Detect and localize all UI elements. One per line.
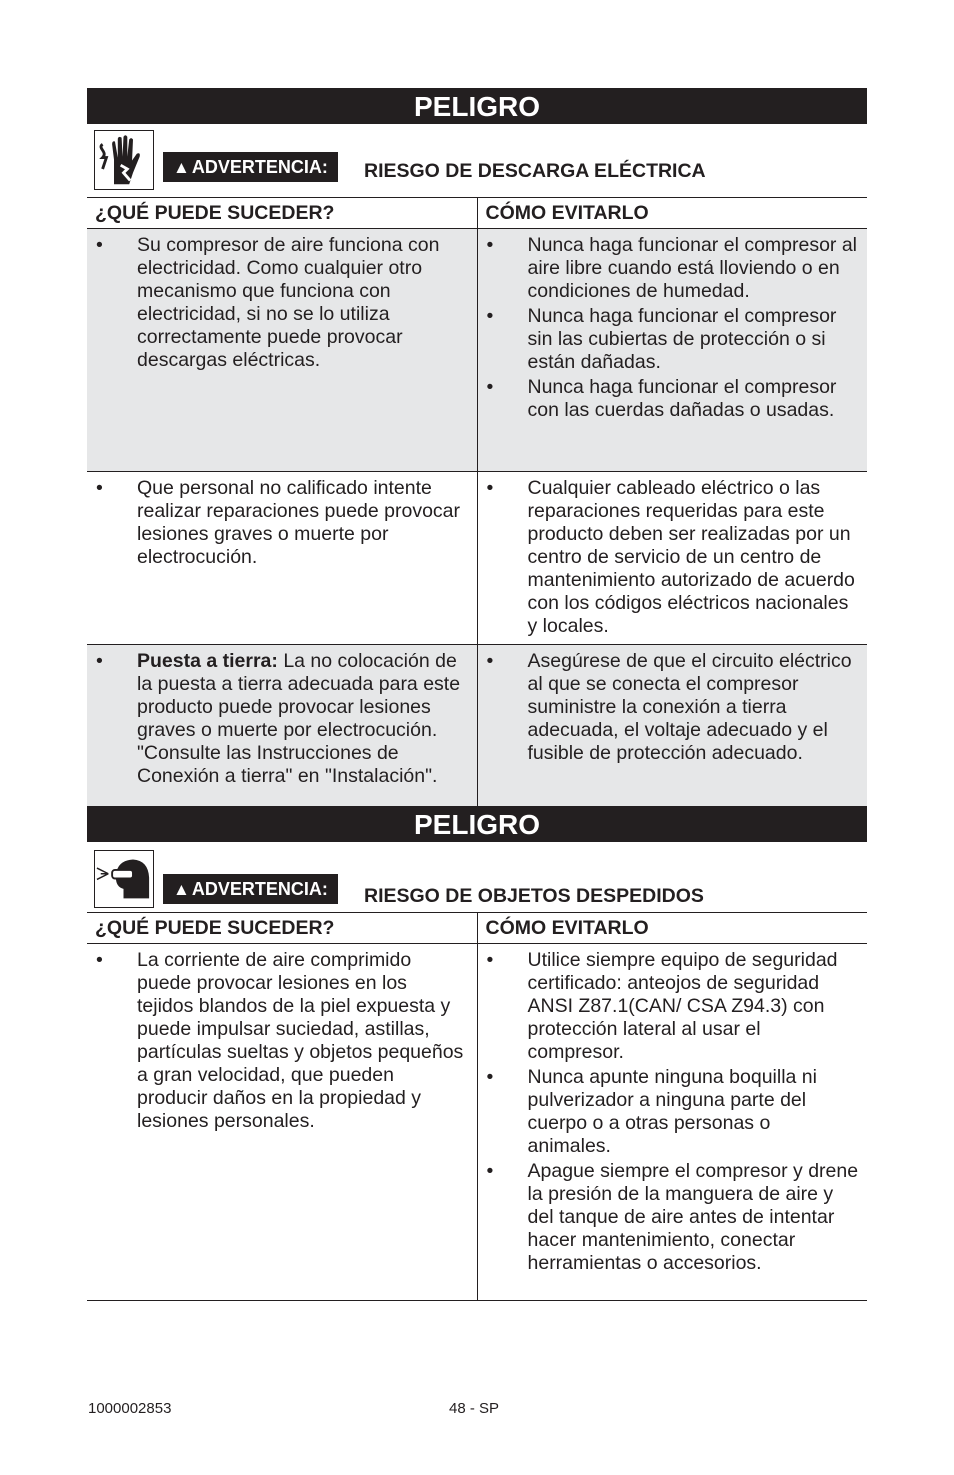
list-item <box>486 650 860 765</box>
list-item-text: Nunca apunte ninguna boquilla ni pulverizador a ninguna parte del cuerpo o a otras personas o animales. <box>527 1066 817 1157</box>
hazard-heading <box>87 130 867 194</box>
column-header-what: ¿QUÉ PUEDE SUCEDER? <box>87 198 477 229</box>
list-item <box>486 305 860 374</box>
bullet: • <box>486 1160 494 1182</box>
danger-banner: PELIGRO <box>87 88 867 124</box>
list-item-text: Nunca haga funcionar el compresor al aire libre cuando está lloviendo o en condiciones de humedad. <box>527 234 858 302</box>
hazard-title: RIESGO DE OBJETOS DESPEDIDOS <box>364 885 704 907</box>
list-item-text: La corriente de aire comprimido puede provocar lesiones en los tejidos blandos de la piel expuesta y puede impulsar suciedad, astillas, partículas sueltas y objetos pequeños a gran velocidad, que pueden producir daños en la propiedad y lesiones personales. <box>137 949 464 1132</box>
table-row <box>87 472 867 645</box>
warning-triangle-icon: ▲ <box>173 880 190 899</box>
list-item-bold-lead: Puesta a tierra: <box>137 650 278 672</box>
what-cell <box>87 472 477 645</box>
list-item-text: Que personal no calificado intente realizar reparaciones puede provocar lesiones graves o muerte por electrocución. <box>137 477 461 568</box>
list-item <box>95 949 469 1133</box>
safety-goggles-head-icon <box>94 850 154 908</box>
bullet: • <box>486 376 494 398</box>
column-header-how: CÓMO EVITARLO <box>477 198 867 229</box>
what-cell <box>87 645 477 813</box>
warning-triangle-icon: ▲ <box>173 158 190 177</box>
warning-badge-label: ADVERTENCIA: <box>191 157 328 177</box>
list-item-text: Nunca haga funcionar el compresor sin las cubiertas de protección o si están dañadas. <box>527 305 837 373</box>
warning-badge-label: ADVERTENCIA: <box>191 879 328 899</box>
bullet: • <box>96 949 103 971</box>
what-cell <box>87 229 477 472</box>
danger-banner: PELIGRO <box>87 806 867 842</box>
table-header-row <box>87 198 867 229</box>
list-item-text: Apague siempre el compresor y drene la presión de la manguera de aire y del tanque de aire antes de intentar hacer mantenimiento, conectar herramientas o accesorios. <box>527 1160 859 1274</box>
what-cell <box>87 944 477 1301</box>
bullet: • <box>486 234 494 256</box>
warning-badge <box>163 152 338 182</box>
bullet: • <box>486 477 494 499</box>
column-header-what: ¿QUÉ PUEDE SUCEDER? <box>87 913 477 944</box>
bullet: • <box>96 234 103 256</box>
electric-shock-hand-icon <box>94 130 154 190</box>
bullet: • <box>486 949 494 971</box>
list-item-text: Su compresor de aire funciona con electricidad. Como cualquier otro mecanismo que funciona con electricidad, si no se lo utiliza correctamente puede provocar descargas eléctricas. <box>137 234 440 371</box>
list-item-text: Utilice siempre equipo de seguridad certificado: anteojos de seguridad ANSI Z87.1(CAN/ CSA Z94.3) con protección lateral al usar el compresor. <box>527 949 838 1063</box>
table-row <box>87 944 867 1301</box>
list-item <box>486 477 860 638</box>
list-item <box>486 234 860 303</box>
bullet: • <box>96 650 103 672</box>
table-row <box>87 645 867 813</box>
hazard-table <box>87 912 867 1301</box>
list-item <box>95 234 469 372</box>
table-row <box>87 229 867 472</box>
how-cell <box>477 472 867 645</box>
hazard-heading <box>87 850 867 912</box>
list-item-text: Asegúrese de que el circuito eléctrico al que se conecta el compresor suministre la conexión a tierra adecuada, el voltaje adecuado y el fusible de protección adecuado. <box>527 650 852 764</box>
list-item <box>486 1160 860 1275</box>
list-item-text: Nunca haga funcionar el compresor con las cuerdas dañadas o usadas. <box>527 376 837 421</box>
list-item-text: La no colocación de la puesta a tierra adecuada para este producto puede provocar lesiones graves o muerte por electrocución. "Consulte las Instrucciones de Conexión a tierra" en "Instalación". <box>137 650 461 787</box>
table-header-row <box>87 913 867 944</box>
list-item-text: Cualquier cableado eléctrico o las reparaciones requeridas para este producto deben ser realizadas por un centro de servicio de un centro de mantenimiento autorizado de acuerdo con los códigos eléctricos nacionales y locales. <box>527 477 855 637</box>
list-item <box>95 650 469 788</box>
list-item <box>486 1066 860 1158</box>
list-item <box>486 376 860 422</box>
hazard-table <box>87 197 867 813</box>
page-number: 48 - SP <box>449 1400 500 1417</box>
list-item <box>95 477 469 569</box>
column-header-how: CÓMO EVITARLO <box>477 913 867 944</box>
document-number: 1000002853 <box>88 1400 172 1417</box>
warning-badge <box>163 874 338 904</box>
list-item <box>486 949 860 1064</box>
hazard-title: RIESGO DE DESCARGA ELÉCTRICA <box>364 160 706 182</box>
how-cell <box>477 229 867 472</box>
bullet: • <box>96 477 103 499</box>
how-cell <box>477 645 867 813</box>
bullet: • <box>486 650 494 672</box>
how-cell <box>477 944 867 1301</box>
bullet: • <box>486 1066 494 1088</box>
bullet: • <box>486 305 494 327</box>
